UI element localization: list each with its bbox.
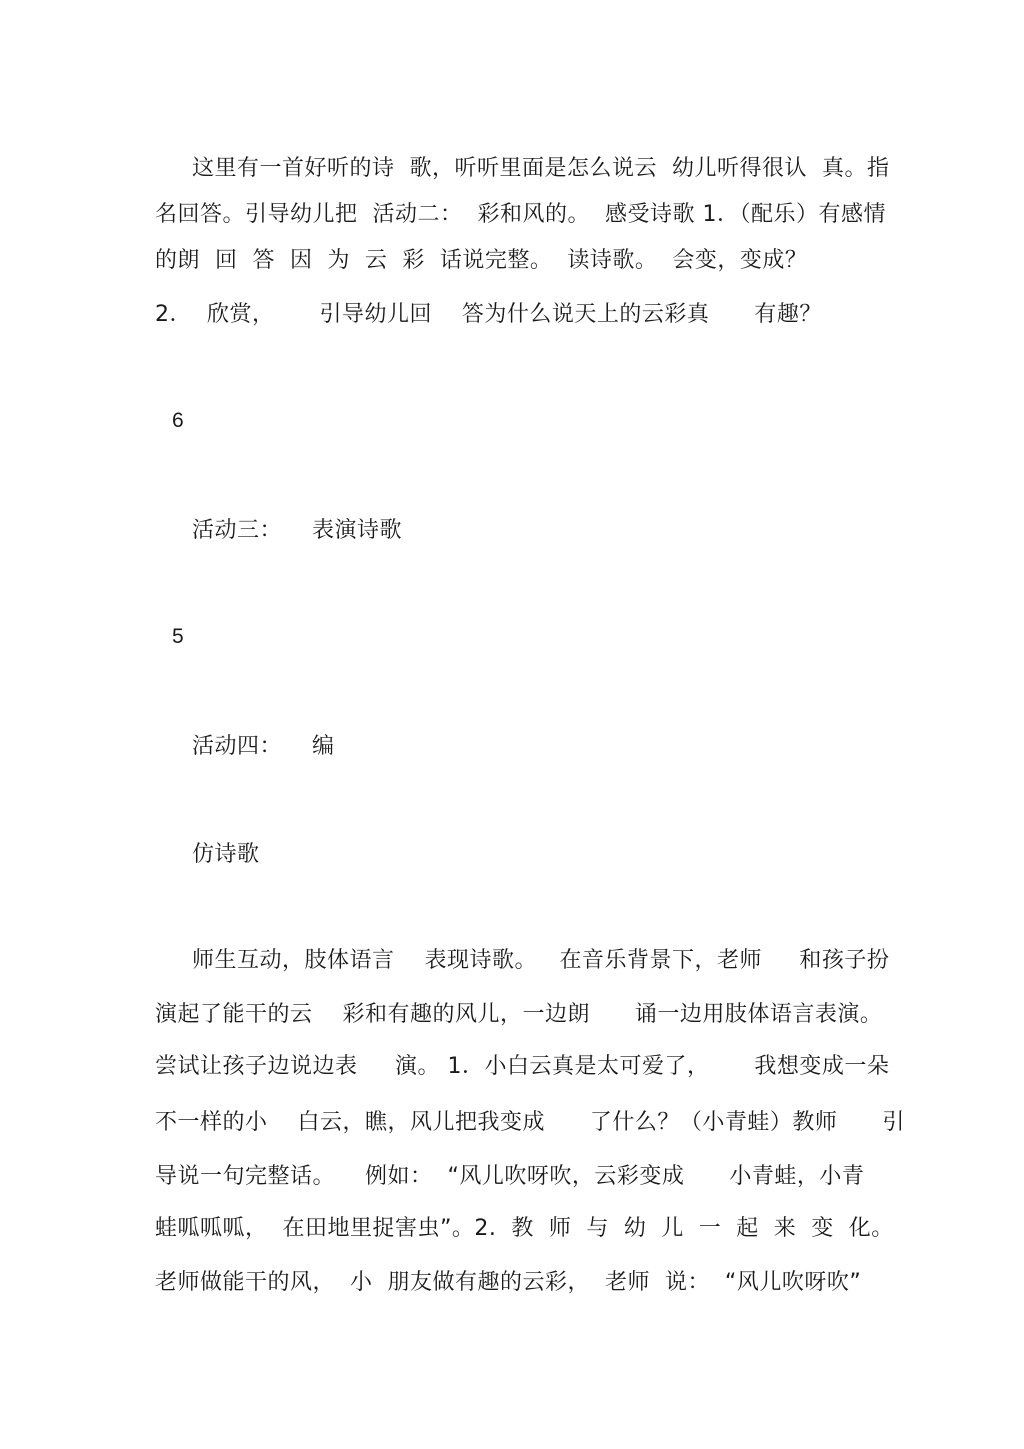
- paragraph-2-line-4: 不一样的小 白云，瞧，风儿把我变成 了什么？（小青蛙）教师 引: [155, 1110, 905, 1135]
- activity-4-heading: 活动四： 编: [192, 734, 335, 759]
- paragraph-2-line-3: 尝试让孩子边说边表 演。 1．小白云真是太可爱了， 我想变成一朵: [155, 1054, 890, 1079]
- paragraph-1-line-3: 的朗 回 答 因 为 云 彩 话说完整。 读诗歌。 会变，变成？: [155, 248, 808, 273]
- paragraph-2-line-1: 师生互动，肢体语言 表现诗歌。 在音乐背景下，老师 和孩子扮: [192, 948, 890, 973]
- paragraph-2-line-6: 蛙呱呱呱， 在田地里捉害虫”。2. 教 师 与 幼 儿 一 起 来 变 化。: [155, 1216, 894, 1241]
- paragraph-1-line-1: 这里有一首好听的诗 歌，听听里面是怎么说云 幼儿听得很认 真。指: [192, 156, 890, 181]
- paragraph-2-line-2: 演起了能干的云 彩和有趣的风儿，一边朗 诵一边用肢体语言表演。: [155, 1002, 883, 1027]
- paragraph-1-line-2: 名回答。引导幼儿把 活动二： 彩和风的。 感受诗歌 1．（配乐）有感情: [155, 202, 886, 227]
- paragraph-2-line-7: 老师做能干的风， 小 朋友做有趣的云彩， 老师 说： “风儿吹呀吹”: [155, 1270, 862, 1295]
- activity-4-heading-cont: 仿诗歌: [192, 842, 260, 867]
- section-number-5: 5: [172, 625, 184, 648]
- paragraph-2-line-5: 导说一句完整话。 例如： “风儿吹呀吹，云彩变成 小青蛙，小青: [155, 1164, 865, 1189]
- section-number-6: 6: [172, 409, 184, 432]
- activity-3-heading: 活动三： 表演诗歌: [192, 518, 402, 543]
- paragraph-1-line-4: 2． 欣赏， 引导幼儿回 答为什么说天上的云彩真 有趣？: [155, 302, 822, 327]
